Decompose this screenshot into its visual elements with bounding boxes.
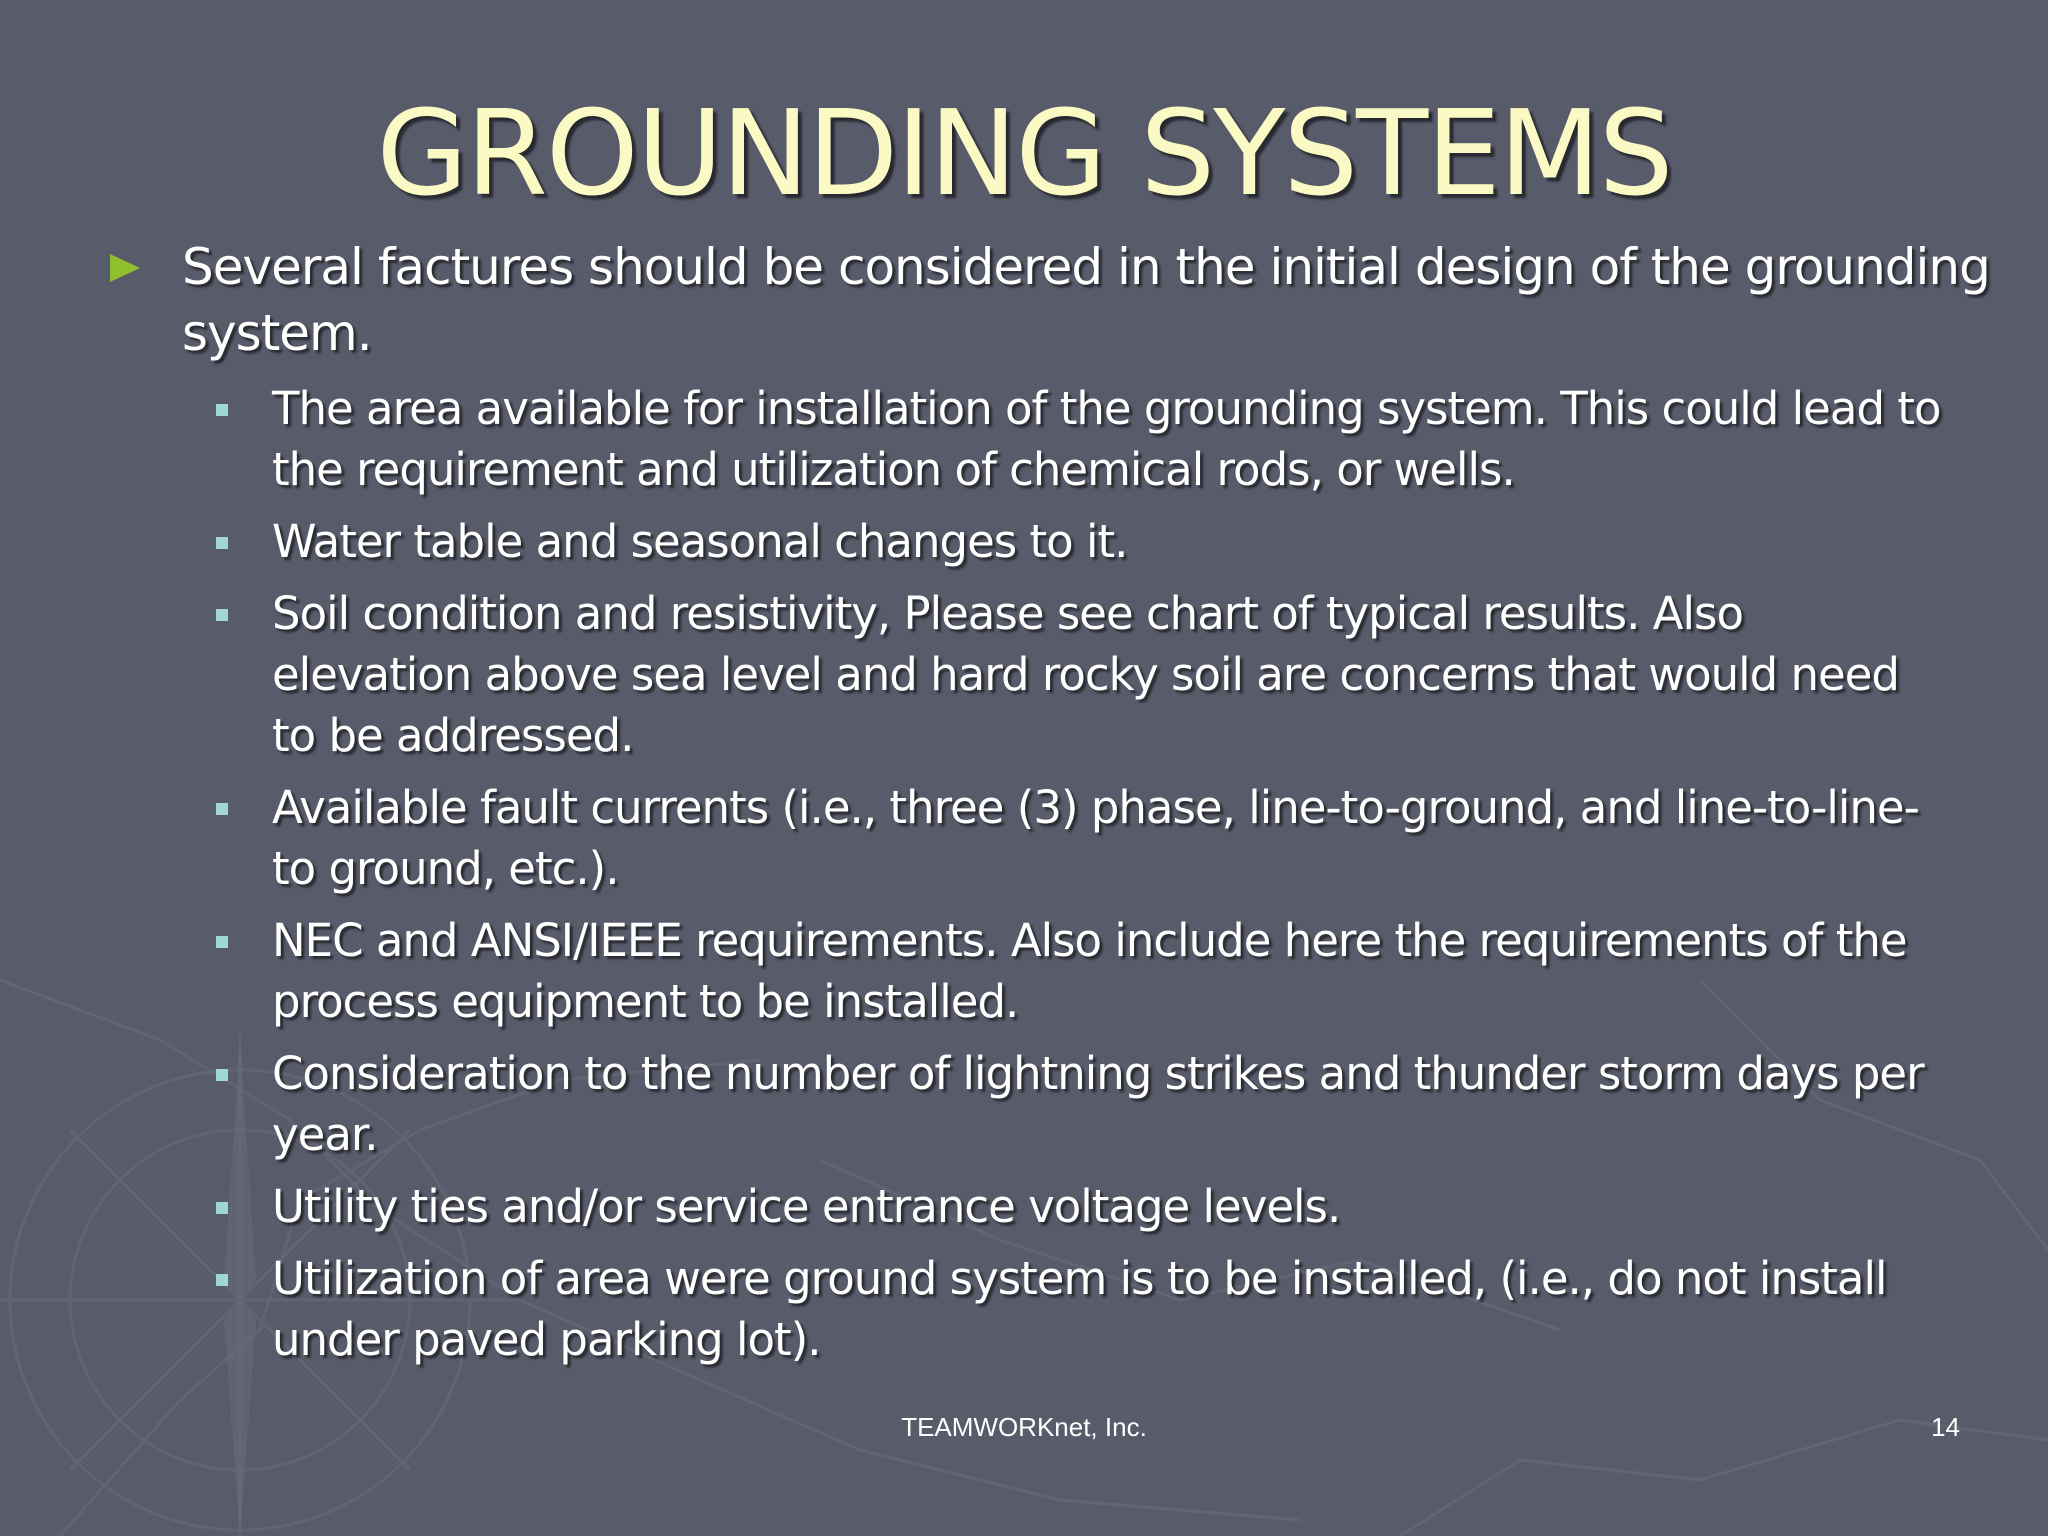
- square-bullet-icon: [216, 1202, 228, 1214]
- square-bullet-icon: [216, 803, 228, 815]
- sub-bullet-item: [212, 910, 1952, 1032]
- sub-bullet-item: [212, 1176, 1952, 1237]
- square-bullet-icon: [216, 609, 228, 621]
- sub-bullet-item: [212, 1043, 1952, 1165]
- page-number: 14: [1931, 1412, 1960, 1442]
- footer-company: TEAMWORKnet, Inc.: [901, 1412, 1147, 1442]
- sub-bullet-text: Soil condition and resistivity, Please see chart of typical results. Also elevation above sea level and hard rocky soil are concerns that would need to be addressed.: [272, 587, 1899, 762]
- sub-bullet-item: [212, 583, 1952, 766]
- square-bullet-icon: [216, 1069, 228, 1081]
- sub-bullet-text: Utilization of area were ground system is to be installed, (i.e., do not install under paved parking lot).: [272, 1252, 1887, 1366]
- sub-bullet-text: The area available for installation of the grounding system. This could lead to the requirement and utilization of chemical rods, or wells.: [272, 382, 1941, 496]
- sub-bullet-list: [110, 378, 1990, 1370]
- sub-bullet-text: Water table and seasonal changes to it.: [272, 515, 1128, 568]
- slide-body: [110, 234, 1990, 1381]
- sub-bullet-text: NEC and ANSI/IEEE requirements. Also include here the requirements of the process equipment to be installed.: [272, 914, 1907, 1028]
- sub-bullet-item: [212, 1248, 1952, 1370]
- square-bullet-icon: [216, 404, 228, 416]
- sub-bullet-text: Consideration to the number of lightning strikes and thunder storm days per year.: [272, 1047, 1924, 1161]
- square-bullet-icon: [216, 1274, 228, 1286]
- square-bullet-icon: [216, 936, 228, 948]
- main-bullet-item: [110, 234, 1990, 366]
- square-bullet-icon: [216, 537, 228, 549]
- sub-bullet-item: [212, 777, 1952, 899]
- slide-title: GROUNDING SYSTEMS: [376, 84, 1672, 222]
- sub-bullet-text: Utility ties and/or service entrance voltage levels.: [272, 1180, 1341, 1233]
- sub-bullet-item: [212, 378, 1952, 500]
- sub-bullet-text: Available fault currents (i.e., three (3) phase, line-to-ground, and line-to-line-to ground, etc.).: [272, 781, 1919, 895]
- sub-bullet-item: [212, 511, 1952, 572]
- triangle-arrow-icon: [110, 254, 140, 282]
- main-bullet-text: Several factures should be considered in the initial design of the grounding system.: [182, 238, 1990, 362]
